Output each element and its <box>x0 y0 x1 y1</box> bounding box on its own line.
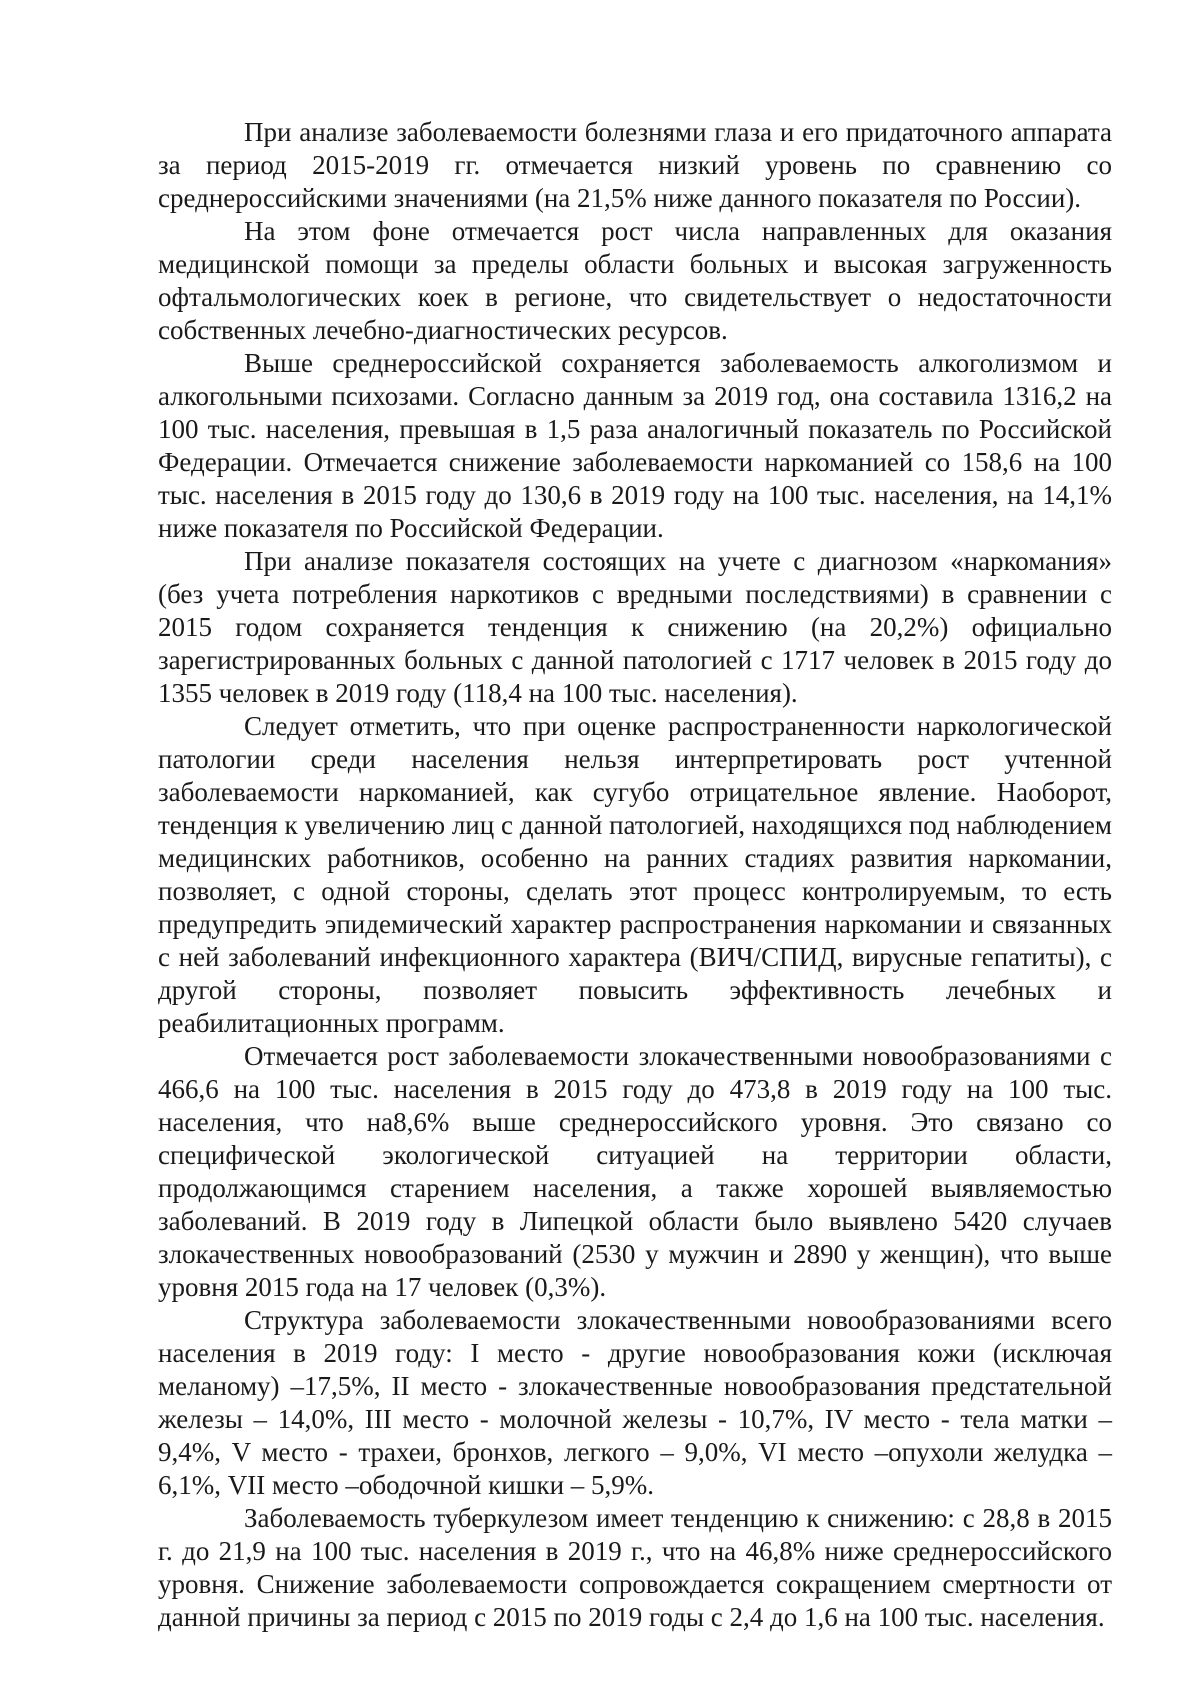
paragraph-tuberculosis: Заболеваемость туберкулезом имеет тенденцию к снижению: с 28,8 в 2015 г. до 21,9 на 100 тыс. населения в 2019 г., что на 46,8% ниже среднероссийского уровня. Снижение заболеваемости сопровождается сокращением смертности от данной причины за период с 2015 по 2019 годы с 2,4 до 1,6 на 100 тыс. населения. <box>158 1503 1112 1632</box>
paragraph-drug-addiction-registry: При анализе показателя состоящих на учете с диагнозом «наркомания» (без учета потребления наркотиков с вредными последствиями) в сравнении с 2015 годом сохраняется тенденция к снижению (на 20,2%) официально зарегистрированных больных с данной патологией с 1717 человек в 2015 году до 1355 человек в 2019 году (118,4 на 100 тыс. населения). <box>158 546 1112 708</box>
paragraph-narcology-assessment: Следует отметить, что при оценке распространенности наркологической патологии среди населения нельзя интерпретировать рост учтенной заболеваемости наркоманией, как сугубо отрицательное явление. Наоборот, тенденция к увеличению лиц с данной патологией, находящихся под наблюдением медицинских работников, особенно на ранних стадиях развития наркомании, позволяет, с одной стороны, сделать этот процесс контролируемым, то есть предупредить эпидемический характер распространения наркомании и связанных с ней заболеваний инфекционного характера (ВИЧ/СПИД, вирусные гепатиты), с другой стороны, позволяет повысить эффективность лечебных и реабилитационных программ. <box>158 711 1112 1038</box>
paragraph-alcoholism: Выше среднероссийской сохраняется заболеваемость алкоголизмом и алкогольными психозами. Согласно данным за 2019 год, она составила 1316,2 на 100 тыс. населения, превышая в 1,5 раза аналогичный показатель по Российской Федерации. Отмечается снижение заболеваемости наркоманией со 158,6 на 100 тыс. населения в 2015 году до 130,6 в 2019 году на 100 тыс. населения, на 14,1% ниже показателя по Российской Федерации. <box>158 348 1112 543</box>
paragraph-cancer-structure: Структура заболеваемости злокачественными новообразованиями всего населения в 2019 году: I место - другие новообразования кожи (исключая меланому) –17,5%, II место - злокачественные новообразования предстательной железы – 14,0%, III место - молочной железы - 10,7%, IV место - тела матки – 9,4%, V место - трахеи, бронхов, легкого – 9,0%, VI место –опухоли желудка – 6,1%, VII место –ободочной кишки – 5,9%. <box>158 1305 1112 1500</box>
paragraph-ophthalmology-resources: На этом фоне отмечается рост числа направленных для оказания медицинской помощи за пределы области больных и высокая загруженность офтальмологических коек в регионе, что свидетельствует о недостаточности собственных лечебно-диагностических ресурсов. <box>158 216 1112 345</box>
paragraph-eye-disease: При анализе заболеваемости болезнями глаза и его придаточного аппарата за период 2015-2019 гг. отмечается низкий уровень по сравнению со среднероссийскими значениями (на 21,5% ниже данного показателя по России). <box>158 117 1112 213</box>
paragraph-cancer-incidence: Отмечается рост заболеваемости злокачественными новообразованиями с 466,6 на 100 тыс. населения в 2015 году до 473,8 в 2019 году на 100 тыс. населения, что на8,6% выше среднероссийского уровня. Это связано со специфической экологической ситуацией на территории области, продолжающимся старением населения, а также хорошей выявляемостью заболеваний. В 2019 году в Липецкой области было выявлено 5420 случаев злокачественных новообразований (2530 у мужчин и 2890 у женщин), что выше уровня 2015 года на 17 человек (0,3%). <box>158 1041 1112 1302</box>
document-body <box>158 116 1112 1634</box>
